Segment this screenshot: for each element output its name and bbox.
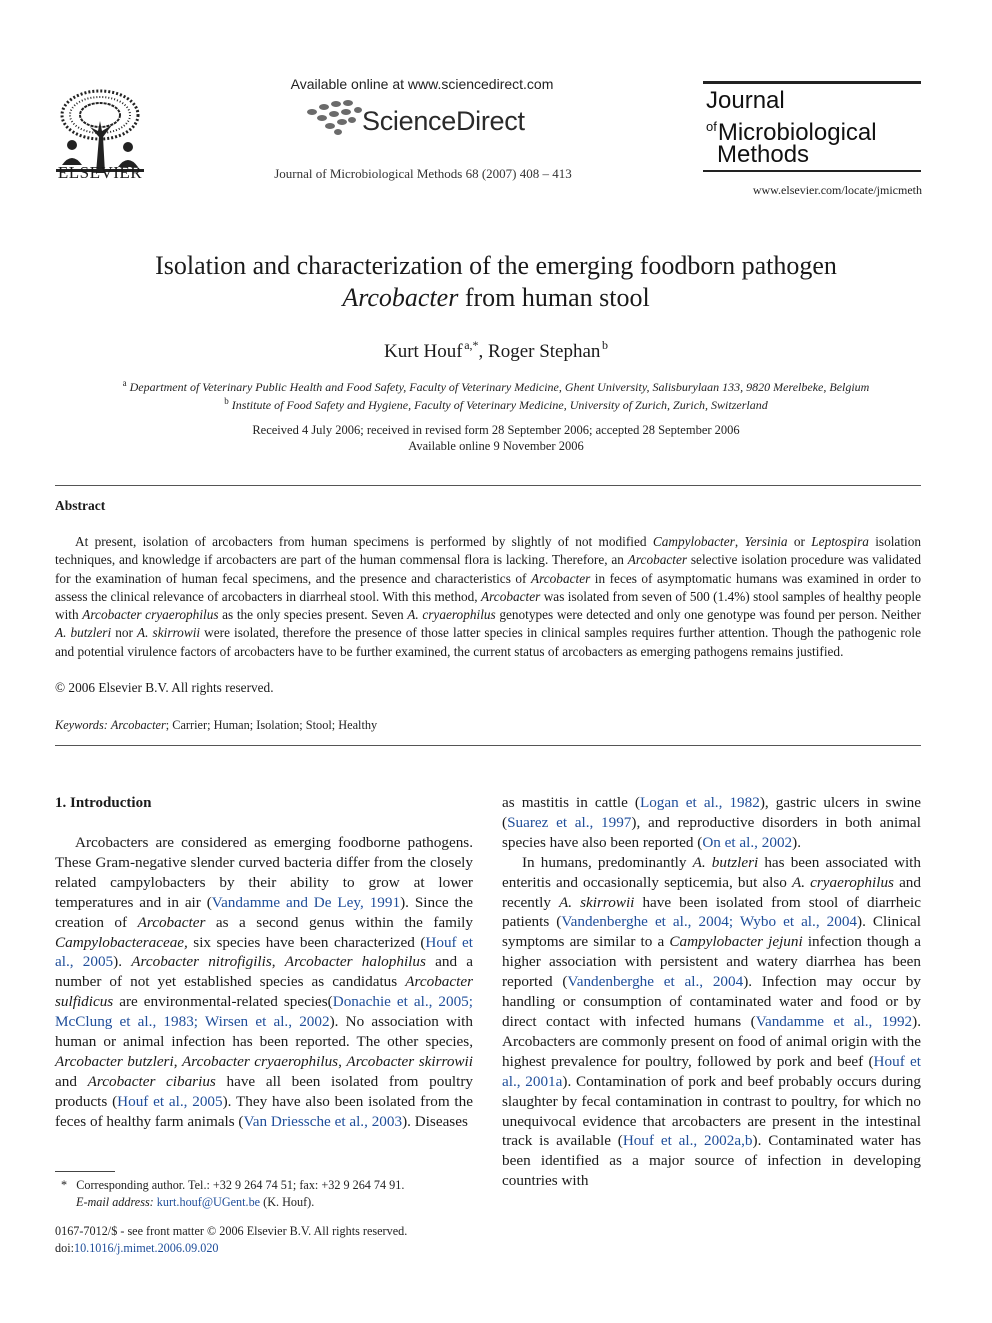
email-link[interactable]: kurt.houf@UGent.be	[156, 1195, 261, 1209]
journal-logo	[703, 81, 921, 175]
ref-van-driessche-2003[interactable]: Van Driessche et al., 2003	[243, 1112, 403, 1130]
ref-logan-1982[interactable]: Logan et al., 1982	[639, 794, 760, 811]
ref-houf-2005-b[interactable]: Houf et al., 2005	[117, 1092, 223, 1110]
journal-url[interactable]: www.elsevier.com/locate/jmicmeth	[752, 183, 922, 197]
journal-citation: Journal of Microbiological Methods 68 (2007) 408 – 413	[274, 166, 572, 181]
author-list: Kurt Houf $^{a,*}$, Roger Stephan $^b$	[383, 338, 609, 362]
ref-vandamme-1992[interactable]: Vandamme et al., 1992	[755, 1012, 913, 1030]
email-footnote: E-mail address: kurt.houf@UGent.be (K. Houf).	[76, 1195, 315, 1209]
issn-line: 0167-7012/$ - see front matter © 2006 Elsevier B.V. All rights reserved.	[55, 1224, 408, 1238]
divider-bottom	[55, 745, 921, 746]
journal-title-of: of	[706, 119, 717, 134]
ref-donachie-mcclung-wirsen[interactable]: Donachie et al., 2005; McClung et al., 1983; Wirsen et al., 2002	[55, 993, 473, 1031]
abstract-heading: Abstract	[55, 498, 106, 513]
journal-title-line1: Journal	[706, 87, 785, 114]
available-online-text: Available online at www.sciencedirect.com	[290, 76, 554, 92]
abstract-text: At present, isolation of arcobacters from human specimens is performed by slightly of not modified Campylobacter, Yersinia or Leptospira isolation techniques, and knowledge if arcobacters are part of the human commensal flora is lacking. Therefore, an Arcobacter selective isolation procedure was validated for the examination of human fecal specimens, and the presence and characteristics of Arcobacter in feces of asymptomatic humans was examined in order to assess the clinical relevance of arcobacters in diarrheal stool. With this method, Arcobacter was isolated from seven of 500 (1.4%) stool samples of healthy people with Arcobacter cryaerophilus as the only species present. Seven A. cryaerophilus genotypes were detected and only one genotype was found per person. Neither A. butzleri nor A. skirrowii were isolated, therefore the presence of those latter species in clinical samples requires further attention. Though the pathogenic role and potential virulence factors of arcobacters have to be further examined, the current status of arcobacters as emerging pathogens remains justified.	[55, 534, 922, 659]
affiliation-b: $^b$ Institute of Food Safety and Hygiene, Faculty of Veterinary Medicine, University of Zurich, Zurich, Switzerland	[224, 396, 768, 412]
intro-paragraph-1: Arcobacters are considered as emerging foodborne pathogens. These Gram-negative slender curved bacteria differ from the closely related campylobacters by their ability to grow at lower temperatures and in air (Vandamme and De Ley, 1991). Since the creation of Arcobacter as a second genus within the family Campylobacteraceae, six species have been characterized (Houf et al., 2005). Arcobacter nitrofigilis, Arcobacter halophilus and a number of not yet established species as candidatus Arcobacter sulfidicus are environmental-related species(Donachie et al., 2005; McClung et al., 1983; Wirsen et al., 2002). No association with human or animal infection has been reported. The other species, Arcobacter butzleri, Arcobacter cryaerophilus, Arcobacter skirrowii and Arcobacter cibarius have all been isolated from poultry products (Houf et al., 2005). They have also been isolated from the feces of healthy farm animals (Van Driessche et al., 2003). Diseases	[55, 834, 474, 1130]
ref-houf-2002ab[interactable]: Houf et al., 2002a,b	[622, 1132, 753, 1150]
doi-link[interactable]: 10.1016/j.mimet.2006.09.020	[73, 1241, 219, 1255]
journal-title-line3: Methods	[717, 141, 810, 168]
affiliation-a: $^a$ Department of Veterinary Public Health and Food Safety, Faculty of Veterinary Medicine, Ghent University, Salisburylaan 133, 9820 Merelbeke, Belgium	[122, 378, 870, 394]
ref-vandenberghe-wybo-2004[interactable]: Vandenberghe et al., 2004; Wybo et al., 2004	[561, 913, 858, 931]
journal-title-line2: $^{of}$Microbiological	[706, 119, 877, 146]
journal-rule-bottom	[703, 170, 921, 172]
ref-vandenberghe-2004[interactable]: Vandenberghe et al., 2004	[567, 973, 744, 991]
ref-houf-2005[interactable]: Houf et al., 2005	[55, 933, 473, 971]
received-dates: Received 4 July 2006; received in revised form 28 September 2006; accepted 28 September 2006	[252, 423, 740, 437]
intro-paragraph-1-cont: as mastitis in cattle (Logan et al., 1982), gastric ulcers in swine (Suarez et al., 1997), and reproductive disorders in both animal species have also been reported (On et al., 2002).	[502, 794, 921, 851]
available-online-date: Available online 9 November 2006	[408, 439, 584, 453]
column-left	[55, 833, 473, 1132]
ref-on-2002[interactable]: On et al., 2002	[702, 833, 793, 851]
article-title: Isolation and characterization of the emerging foodborn pathogen Arcobacter from human stool	[155, 251, 837, 312]
journal-rule-top	[703, 81, 921, 84]
section-heading-introduction: 1. Introduction	[55, 795, 152, 811]
intro-paragraph-2: In humans, predominantly A. butzleri has been associated with enteritis and occasionally septicemia, but also A. cryaerophilus and recently A. skirrowii have been isolated from stool of diarrheic patients (Vandenberghe et al., 2004; Wybo et al., 2004). Clinical symptoms are similar to a Campylobacter jejuni infection though a higher association with persistent and watery diarrhea has been reported (Vandenberghe et al., 2004). Infection may occur by handling or consumption of contaminated water and food or by direct contact with infected humans (Vandamme et al., 1992). Arcobacters are commonly present on food of animal origin with the highest prevalence for poultry, followed by pork and beef (Houf et al., 2001a). Contamination of pork and beef probably occurs during slaughter by fecal contamination in contrast to poultry, for which no unequivocal evidence that arcobacters are present in the intestinal track is available (Houf et al., 2002a,b). Contaminated water has been identified as a major source of infection in developing countries with	[502, 853, 922, 1190]
elsevier-wordmark: ELSEVIER	[57, 163, 143, 182]
ref-houf-2001a[interactable]: Houf et al., 2001a	[502, 1052, 921, 1090]
author-stephan[interactable]: Roger Stephan	[488, 341, 601, 362]
corresponding-author-marker[interactable]: *	[472, 338, 479, 352]
author-houf[interactable]: Kurt Houf	[383, 341, 463, 362]
keywords: Keywords: Arcobacter; Carrier; Human; Isolation; Stool; Healthy	[55, 718, 378, 732]
sciencedirect-wordmark: ScienceDirect	[362, 106, 525, 136]
doi-line: doi:10.1016/j.mimet.2006.09.020	[55, 1241, 219, 1255]
divider-top	[55, 485, 921, 486]
ref-vandamme-1991[interactable]: Vandamme and De Ley, 1991	[211, 893, 401, 911]
abstract-copyright: © 2006 Elsevier B.V. All rights reserved.	[55, 680, 274, 695]
footnote-rule	[55, 1171, 115, 1172]
column-right	[502, 793, 921, 1191]
corresponding-author-footnote: * Corresponding author. Tel.: +32 9 264 74 51; fax: +32 9 264 74 91.	[61, 1178, 405, 1192]
ref-suarez-1997[interactable]: Suarez et al., 1997	[507, 813, 632, 831]
